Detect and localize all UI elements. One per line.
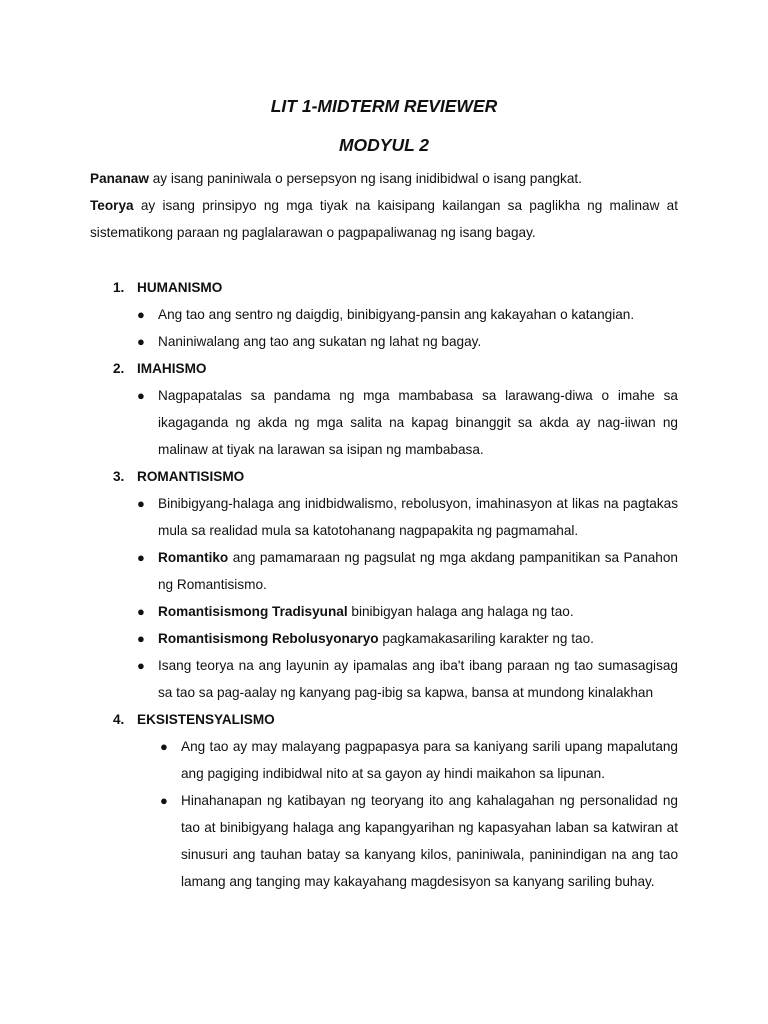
topic-item (90, 355, 678, 463)
bullet-text: binibigyan halaga ang halaga ng tao. (347, 604, 574, 619)
bullet-text: pagkamakasariling karakter ng tao. (378, 631, 594, 646)
bullet-list (90, 733, 678, 895)
definition-text: ay isang paniniwala o persepsyon ng isang inidibidwal o isang pangkat. (148, 171, 582, 186)
bullet-item (90, 328, 678, 355)
definition-text: ay isang prinsipyo ng mga tiyak na kaisipang kailangan sa paglikha ng malinaw at sistematikong paraan ng paglalarawan o pagpapaliwanag ng isang bagay. (90, 198, 678, 240)
bullet-icon: ● (137, 658, 145, 673)
topic-heading (90, 274, 678, 301)
bullet-text: Naniniwalang ang tao ang sukatan ng lahat ng bagay. (158, 334, 482, 349)
bullet-text: ang pamamaraan ng pagsulat ng mga akdang pampanitikan sa Panahon ng Romantisismo. (158, 550, 678, 592)
bullet-item (90, 544, 678, 598)
topic-heading (90, 355, 678, 382)
topic-number: 3. (113, 469, 125, 484)
topic-name: IMAHISMO (137, 361, 207, 376)
topic-name: ROMANTISISMO (137, 469, 245, 484)
bullet-icon: ● (137, 334, 145, 349)
topic-number: 4. (113, 712, 125, 727)
bullet-text: Isang teorya na ang layunin ay ipamalas ang iba't ibang paraan ng tao sumasagisag sa tao sa pag-aalay ng kanyang pag-ibig sa kapwa, bansa at mundong kinalakhan (158, 658, 678, 700)
topic-heading (90, 706, 678, 733)
bullet-icon: ● (137, 307, 145, 322)
topic-number: 1. (113, 280, 125, 295)
bullet-item (90, 490, 678, 544)
bullet-icon: ● (137, 496, 145, 511)
bullet-text: Nagpapatalas sa pandama ng mga mambabasa sa larawang-diwa o imahe sa ikagaganda ng akda ng mga salita na kapag binanggit sa akda ay nag-iiwan ng malinaw at tiyak na larawan sa isipan ng mambabasa. (158, 388, 678, 457)
definitions-section (90, 165, 678, 246)
bullet-icon: ● (137, 604, 145, 619)
topic-name: HUMANISMO (137, 280, 223, 295)
definition-paragraph (90, 192, 678, 246)
bullet-text: Binibigyang-halaga ang inidbidwalismo, rebolusyon, imahinasyon at likas na pagtakas mula sa realidad mula sa katotohanang nagpapakita ng pagmamahal. (158, 496, 678, 538)
document-subtitle: MODYUL 2 (338, 135, 430, 155)
bullet-icon: ● (160, 793, 168, 808)
definition-term: Pananaw (90, 171, 149, 186)
bullet-item (90, 382, 678, 463)
bullet-icon: ● (137, 631, 145, 646)
bullet-text: Ang tao ay may malayang pagpapasya para sa kaniyang sarili upang mapalutang ang pagiging indibidwal nito at sa gayon ay hindi maikahon sa lipunan. (181, 739, 678, 781)
bullet-list (90, 490, 678, 706)
definition-paragraph (90, 165, 678, 192)
bullet-icon: ● (137, 550, 145, 565)
bullet-item (90, 787, 678, 895)
bullet-bold: Romantisismong Tradisyunal (158, 604, 348, 619)
bullet-item (90, 652, 678, 706)
topic-heading (90, 463, 678, 490)
topic-name: EKSISTENSYALISMO (137, 712, 275, 727)
bullet-text: Hinahanapan ng katibayan ng teoryang ito ang kahalagahan ng personalidad ng tao at binibigyang halaga ang kapangyarihan ng kapasyahan laban sa katwiran at sinusuri ang tauhan batay sa kanyang kilos, paniniwala, paninindigan na ang tao lamang ang tanging may kakayahang magdesisyon sa kanyang sariling buhay. (181, 793, 678, 889)
topic-item (90, 463, 678, 706)
bullet-item (90, 625, 678, 652)
topic-item (90, 706, 678, 895)
document-title: LIT 1-MIDTERM REVIEWER (270, 96, 498, 116)
bullet-item (90, 301, 678, 328)
bullet-item (90, 733, 678, 787)
definition-term: Teorya (90, 198, 134, 213)
bullet-icon: ● (137, 388, 145, 403)
bullet-bold: Romantiko (158, 550, 229, 565)
bullet-item (90, 598, 678, 625)
topics-list (90, 274, 678, 895)
topic-number: 2. (113, 361, 125, 376)
bullet-text: Ang tao ang sentro ng daigdig, binibigyang-pansin ang kakayahan o katangian. (158, 307, 635, 322)
bullet-bold: Romantisismong Rebolusyonaryo (158, 631, 379, 646)
bullet-list (90, 301, 678, 355)
bullet-list (90, 382, 678, 463)
bullet-icon: ● (160, 739, 168, 754)
topic-item (90, 274, 678, 355)
